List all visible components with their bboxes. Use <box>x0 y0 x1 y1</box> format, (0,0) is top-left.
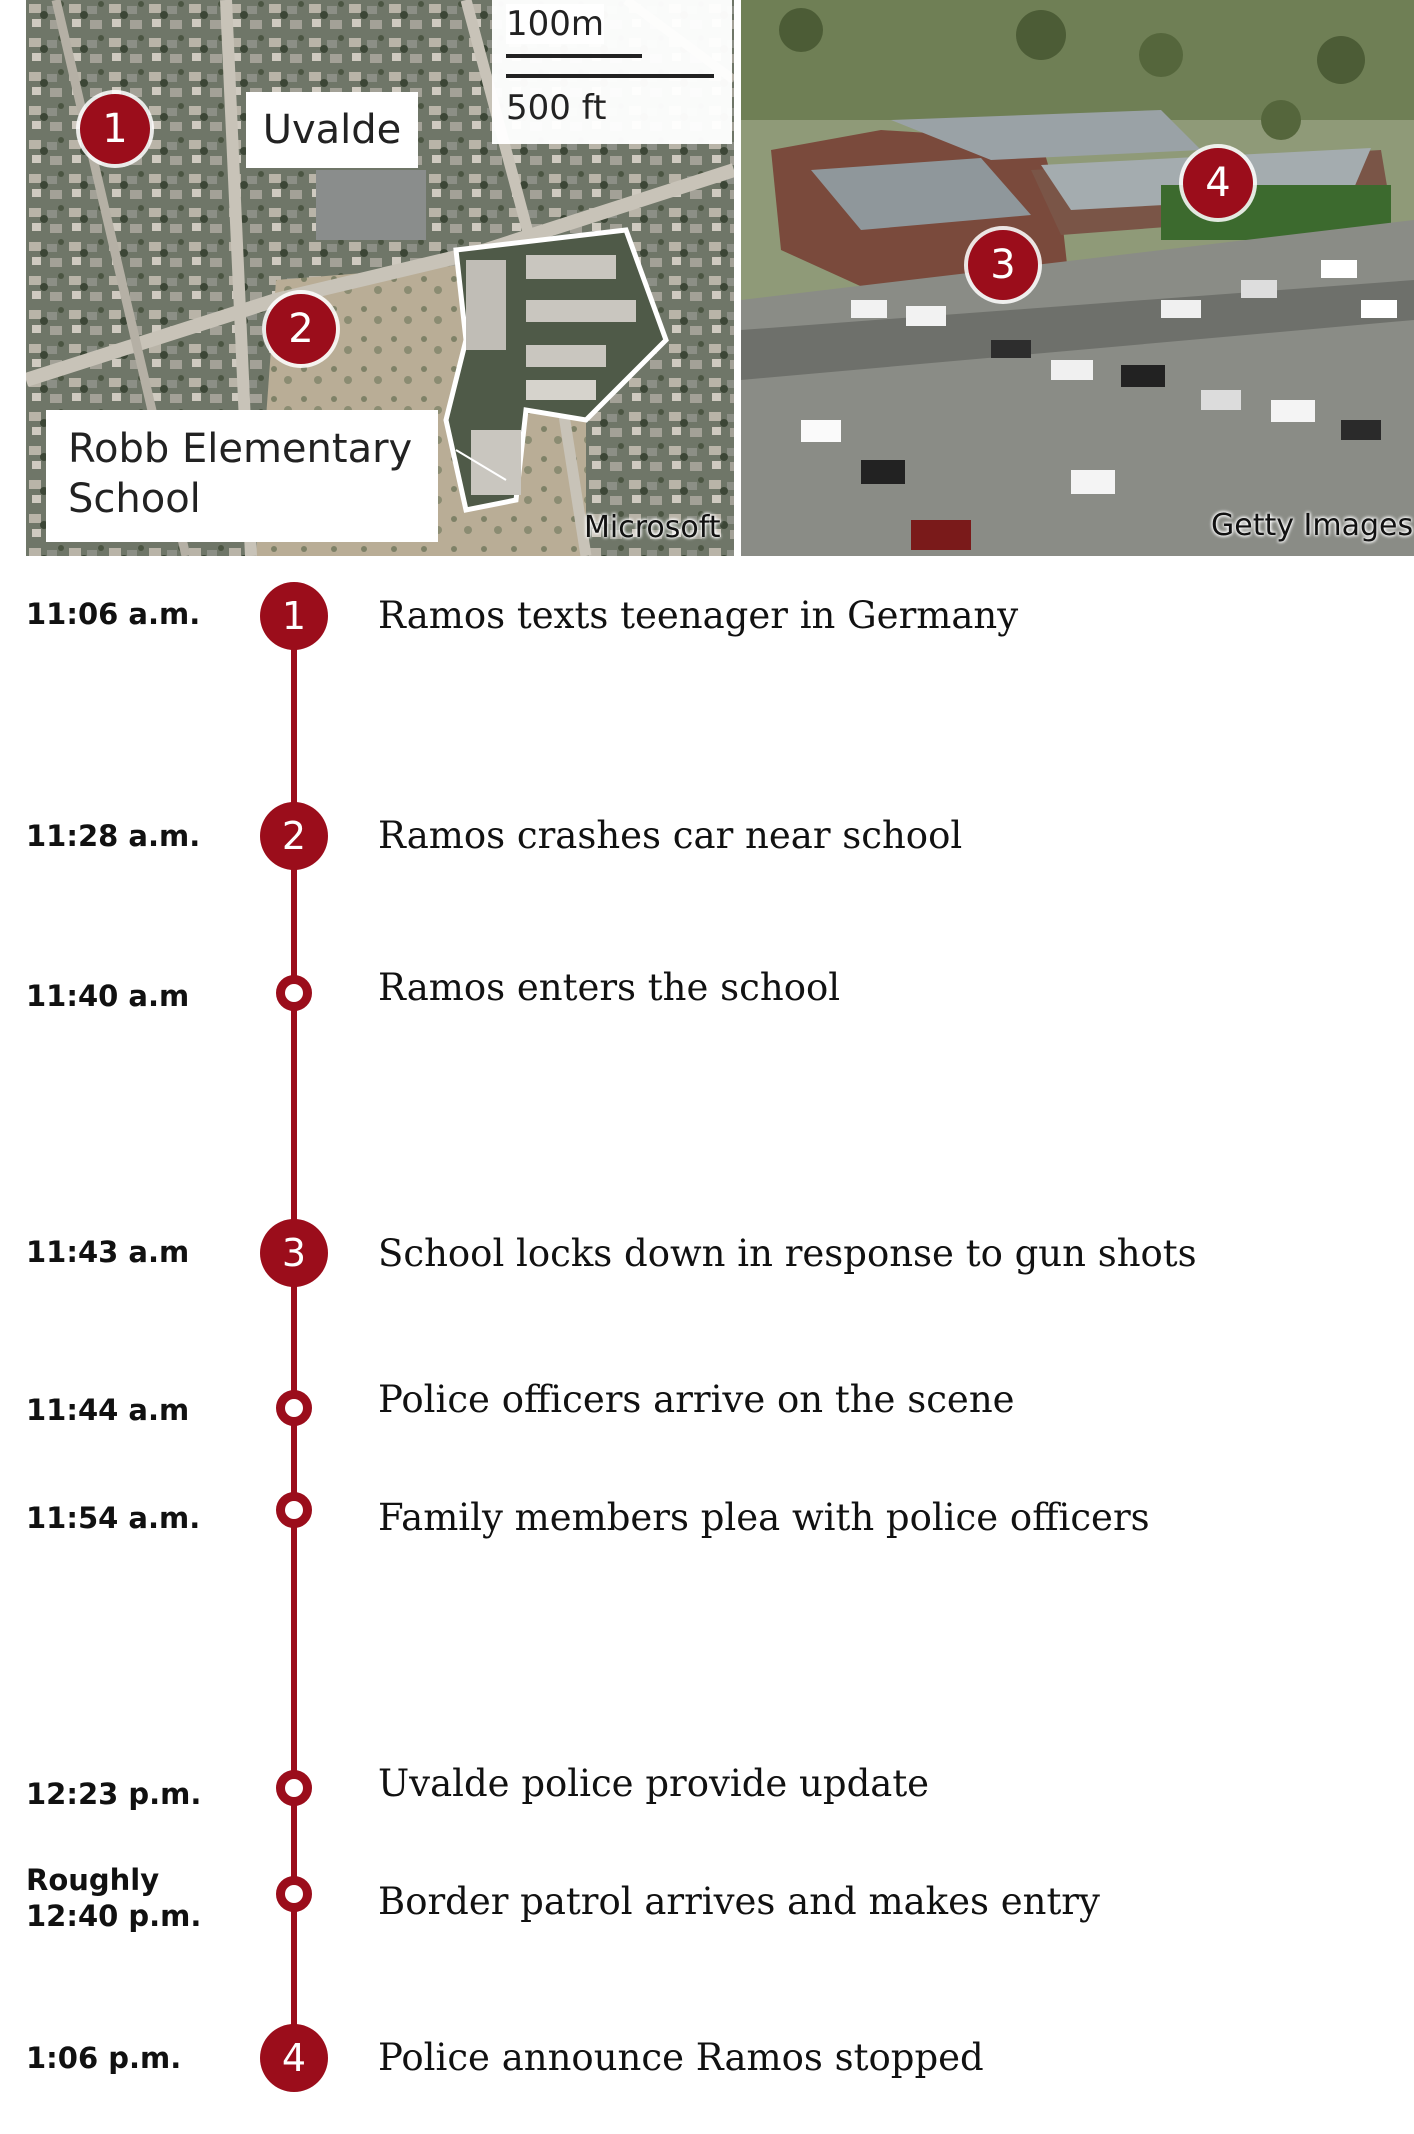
timeline-time-5: 11:44 a.m <box>26 1393 190 1427</box>
timeline-event-3: Ramos enters the school <box>378 966 841 1009</box>
timeline-marker-2: 2 <box>260 802 328 870</box>
map-marker-2: 2 <box>266 294 336 364</box>
timeline-dot-6 <box>276 1492 312 1528</box>
timeline-time-9: 1:06 p.m. <box>26 2041 182 2075</box>
timeline-time-4: 11:43 a.m <box>26 1235 190 1269</box>
timeline-time-8 <box>26 1862 201 1934</box>
satellite-map <box>26 0 734 556</box>
map-credit: Microsoft <box>584 510 721 545</box>
photo-marker-4: 4 <box>1183 148 1253 218</box>
timeline-time-8-line1: Roughly <box>26 1863 160 1897</box>
timeline-event-7: Uvalde police provide update <box>378 1762 930 1805</box>
timeline-event-8: Border patrol arrives and makes entry <box>378 1880 1100 1923</box>
school-label-line2: School <box>68 476 201 522</box>
aerial-photo <box>741 0 1414 556</box>
timeline-event-2: Ramos crashes car near school <box>378 814 963 857</box>
timeline-marker-3: 3 <box>260 1219 328 1287</box>
timeline-time-6: 11:54 a.m. <box>26 1501 201 1535</box>
timeline-event-5: Police officers arrive on the scene <box>378 1378 1015 1421</box>
timeline-marker-1: 1 <box>260 582 328 650</box>
timeline-dot-7 <box>276 1770 312 1806</box>
timeline-event-4: School locks down in response to gun shots <box>378 1232 1197 1275</box>
timeline-marker-4: 4 <box>260 2024 328 2092</box>
map-scale-metric: 100m <box>506 4 605 44</box>
photo-marker-3: 3 <box>968 230 1038 300</box>
timeline-time-2: 11:28 a.m. <box>26 819 201 853</box>
photo-credit: Getty Images <box>1211 508 1414 543</box>
timeline-dot-3 <box>276 975 312 1011</box>
timeline-time-1: 11:06 a.m. <box>26 597 201 631</box>
timeline-dot-8 <box>276 1876 312 1912</box>
map-scale-imperial: 500 ft <box>506 88 607 128</box>
timeline-event-9: Police announce Ramos stopped <box>378 2036 984 2079</box>
timeline-time-3: 11:40 a.m <box>26 979 190 1013</box>
aerial-photo-image <box>741 0 1414 556</box>
school-label-line1: Robb Elementary <box>68 426 413 472</box>
timeline-time-8-line2: 12:40 p.m. <box>26 1899 202 1933</box>
timeline-dot-5 <box>276 1390 312 1426</box>
timeline-event-1: Ramos texts teenager in Germany <box>378 594 1019 637</box>
map-marker-1: 1 <box>80 94 150 164</box>
school-label <box>46 410 438 542</box>
timeline-time-7: 12:23 p.m. <box>26 1777 202 1811</box>
town-label: Uvalde <box>246 92 418 168</box>
timeline-event-6: Family members plea with police officers <box>378 1496 1150 1539</box>
